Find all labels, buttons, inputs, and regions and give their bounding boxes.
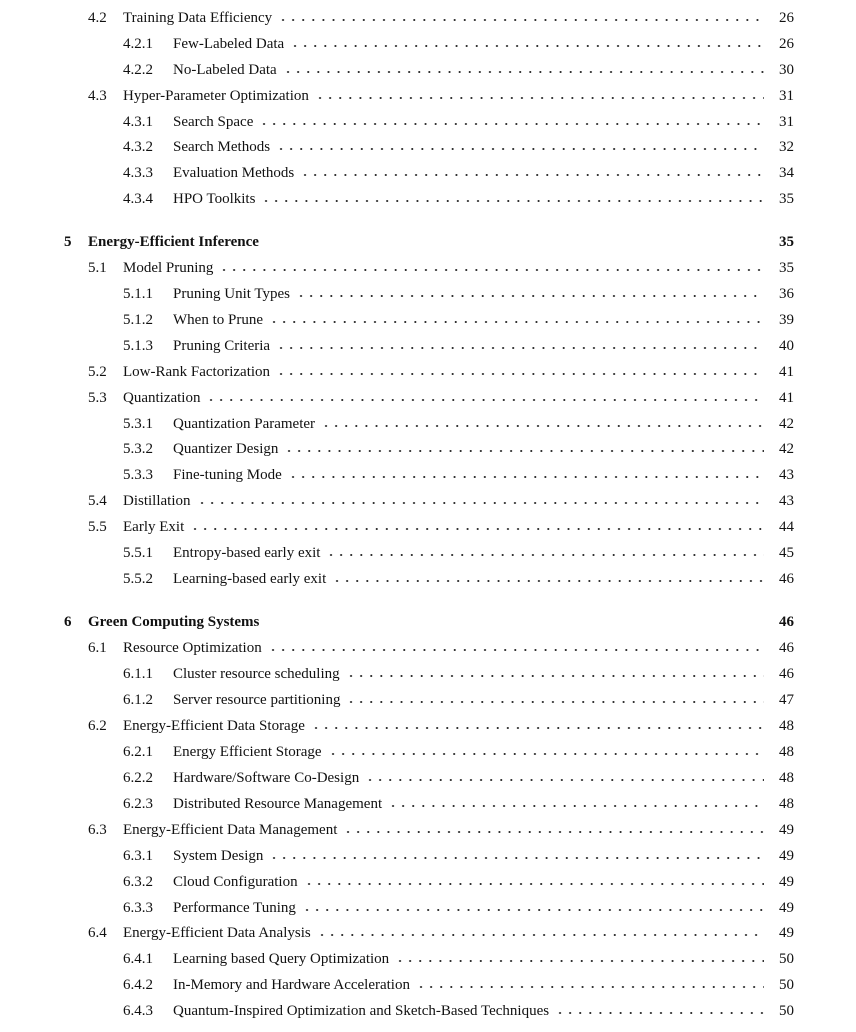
toc-entry-page-number[interactable]: 41 <box>775 388 794 408</box>
toc-entry-title[interactable]: Few-Labeled Data <box>173 34 288 54</box>
toc-subsection-entry[interactable] <box>0 284 856 304</box>
dot-leader <box>319 414 764 434</box>
toc-entry-title[interactable]: Energy-Efficient Data Management <box>123 820 341 840</box>
toc-entry-page-number[interactable]: 43 <box>775 491 794 511</box>
toc-entry-title[interactable]: HPO Toolkits <box>173 189 259 209</box>
toc-entry-page-number[interactable]: 50 <box>775 975 794 995</box>
toc-entry-page-number[interactable]: 46 <box>775 569 794 589</box>
toc-entry-title[interactable]: Hardware/Software Co-Design <box>173 768 363 788</box>
toc-entry-number: 4.3.2 <box>123 139 153 155</box>
toc-entry-number: 5.3 <box>88 390 107 406</box>
toc-subsection-entry[interactable] <box>0 975 856 995</box>
toc-entry-page-number[interactable]: 35 <box>775 189 794 209</box>
toc-entry-page-number[interactable]: 45 <box>775 543 794 563</box>
toc-entry-number: 6.4.3 <box>123 1003 153 1019</box>
dot-leader <box>393 949 764 969</box>
toc-entry-title[interactable]: Hyper-Parameter Optimization <box>123 86 313 106</box>
toc-entry-title[interactable]: Quantum-Inspired Optimization and Sketch-Based Techniques <box>173 1001 553 1021</box>
toc-entry-title[interactable]: Performance Tuning <box>173 898 300 918</box>
toc-subsection-entry[interactable] <box>0 60 856 80</box>
dot-leader <box>553 1001 764 1021</box>
toc-subsection-entry[interactable] <box>0 414 856 434</box>
toc-section-entry[interactable] <box>0 517 856 537</box>
toc-entry-title[interactable]: Distillation <box>123 491 195 511</box>
toc-entry-page-number[interactable]: 43 <box>775 465 794 485</box>
toc-entry-page-number[interactable]: 46 <box>775 612 794 632</box>
toc-entry-title[interactable]: Energy-Efficient Data Storage <box>123 716 309 736</box>
toc-subsection-entry[interactable] <box>0 112 856 132</box>
toc-subsection-entry[interactable] <box>0 690 856 710</box>
toc-subsection-entry[interactable] <box>0 189 856 209</box>
toc-entry-page-number[interactable]: 48 <box>775 716 794 736</box>
toc-entry-page-number[interactable]: 35 <box>775 258 794 278</box>
toc-subsection-entry[interactable] <box>0 898 856 918</box>
toc-entry-title[interactable]: Learning based Query Optimization <box>173 949 393 969</box>
toc-entry-number: 5.4 <box>88 493 107 509</box>
toc-entry-number: 4.2.1 <box>123 36 153 52</box>
toc-entry-title[interactable]: Distributed Resource Management <box>173 794 386 814</box>
toc-entry-page-number[interactable]: 34 <box>775 163 794 183</box>
toc-entry-title[interactable]: Energy-Efficient Inference <box>88 232 263 252</box>
dot-leader <box>195 491 764 511</box>
toc-entry-page-number[interactable]: 40 <box>775 336 794 356</box>
toc-entry-page-number[interactable]: 31 <box>775 112 794 132</box>
toc-entry-number: 4.3.3 <box>123 165 153 181</box>
toc-section-entry[interactable] <box>0 716 856 736</box>
dot-leader <box>257 112 764 132</box>
toc-entry-number: 5.5 <box>88 519 107 535</box>
toc-entry-number: 4.3.1 <box>123 114 153 130</box>
toc-section-entry[interactable] <box>0 388 856 408</box>
toc-subsection-entry[interactable] <box>0 465 856 485</box>
toc-entry-title[interactable]: Low-Rank Factorization <box>123 362 274 382</box>
toc-subsection-entry[interactable] <box>0 768 856 788</box>
toc-entry-number: 6.1.2 <box>123 692 153 708</box>
toc-entry-title[interactable]: Learning-based early exit <box>173 569 330 589</box>
dot-leader <box>274 137 764 157</box>
toc-section-entry[interactable] <box>0 86 856 106</box>
dot-leader <box>267 846 764 866</box>
dot-leader <box>274 362 764 382</box>
toc-entry-page-number[interactable]: 50 <box>775 1001 794 1021</box>
dot-leader <box>326 742 764 762</box>
dot-leader <box>288 34 764 54</box>
toc-entry-number: 6.4.1 <box>123 951 153 967</box>
toc-entry-title[interactable]: When to Prune <box>173 310 267 330</box>
toc-subsection-entry[interactable] <box>0 569 856 589</box>
dot-leader <box>315 923 764 943</box>
toc-entry-title[interactable]: Cloud Configuration <box>173 872 302 892</box>
toc-section-entry[interactable] <box>0 923 856 943</box>
toc-entry-number: 6.1 <box>88 640 107 656</box>
toc-subsection-entry[interactable] <box>0 949 856 969</box>
dot-leader <box>363 768 764 788</box>
dot-leader <box>300 898 764 918</box>
toc-subsection-entry[interactable] <box>0 1001 856 1021</box>
toc-section-entry[interactable] <box>0 491 856 511</box>
dot-leader <box>341 820 764 840</box>
toc-entry-page-number[interactable]: 48 <box>775 794 794 814</box>
toc-entry-number: 6.2.3 <box>123 796 153 812</box>
toc-entry-title[interactable]: Search Space <box>173 112 257 132</box>
dot-leader <box>274 336 764 356</box>
toc-entry-page-number[interactable]: 39 <box>775 310 794 330</box>
toc-entry-page-number[interactable]: 44 <box>775 517 794 537</box>
toc-subsection-entry[interactable] <box>0 846 856 866</box>
toc-entry-number: 6.4.2 <box>123 977 153 993</box>
toc-entry-page-number[interactable]: 41 <box>775 362 794 382</box>
dot-leader <box>298 163 764 183</box>
dot-leader <box>344 690 764 710</box>
toc-entry-number: 6.1.1 <box>123 666 153 682</box>
toc-entry-page-number[interactable]: 35 <box>775 232 794 252</box>
toc-entry-number: 6.2 <box>88 718 107 734</box>
dot-leader <box>217 258 764 278</box>
toc-subsection-entry[interactable] <box>0 163 856 183</box>
dot-leader <box>386 794 764 814</box>
dot-leader <box>330 569 764 589</box>
toc-entry-title[interactable]: Early Exit <box>123 517 188 537</box>
toc-entry-title[interactable]: Entropy-based early exit <box>173 543 324 563</box>
toc-entry-number: 5.3.2 <box>123 441 153 457</box>
toc-section-entry[interactable] <box>0 362 856 382</box>
dot-leader <box>313 86 764 106</box>
toc-entry-number: 6.2.2 <box>123 770 153 786</box>
toc-entry-title[interactable]: Quantization Parameter <box>173 414 319 434</box>
dot-leader <box>344 664 764 684</box>
toc-chapter-entry[interactable] <box>0 612 856 632</box>
toc-entry-number: 5.1.2 <box>123 312 153 328</box>
toc-entry-title[interactable]: Quantizer Design <box>173 439 282 459</box>
toc-entry-number: 6.3.3 <box>123 900 153 916</box>
toc-entry-page-number[interactable]: 30 <box>775 60 794 80</box>
dot-leader <box>267 310 764 330</box>
toc-entry-title[interactable]: Cluster resource scheduling <box>173 664 344 684</box>
toc-entry-number: 5.2 <box>88 364 107 380</box>
dot-leader <box>302 872 764 892</box>
toc-entry-title[interactable]: Evaluation Methods <box>173 163 298 183</box>
toc-entry-page-number[interactable]: 47 <box>775 690 794 710</box>
toc-entry-title[interactable]: Server resource partitioning <box>173 690 344 710</box>
toc-section-entry[interactable] <box>0 820 856 840</box>
toc-entry-page-number[interactable]: 49 <box>775 846 794 866</box>
toc-entry-title[interactable]: Resource Optimization <box>123 638 266 658</box>
toc-subsection-entry[interactable] <box>0 872 856 892</box>
toc-entry-title[interactable]: Quantization <box>123 388 204 408</box>
dot-leader <box>281 60 764 80</box>
toc-subsection-entry[interactable] <box>0 794 856 814</box>
dot-leader <box>188 517 764 537</box>
toc-entry-title[interactable]: System Design <box>173 846 267 866</box>
toc-entry-page-number[interactable]: 42 <box>775 414 794 434</box>
dot-leader <box>286 465 764 485</box>
toc-entry-number: 5.1.1 <box>123 286 153 302</box>
dot-leader <box>266 638 764 658</box>
toc-entry-page-number[interactable]: 42 <box>775 439 794 459</box>
toc-entry-page-number[interactable]: 26 <box>775 8 794 28</box>
toc-entry-number: 6.4 <box>88 925 107 941</box>
toc-entry-page-number[interactable]: 49 <box>775 820 794 840</box>
toc-entry-title[interactable]: Pruning Criteria <box>173 336 274 356</box>
toc-entry-page-number[interactable]: 46 <box>775 664 794 684</box>
toc-subsection-entry[interactable] <box>0 336 856 356</box>
toc-entry-page-number[interactable]: 48 <box>775 768 794 788</box>
toc-entry-page-number[interactable]: 50 <box>775 949 794 969</box>
dot-leader <box>204 388 764 408</box>
toc-subsection-entry[interactable] <box>0 664 856 684</box>
toc-entry-title[interactable]: Model Pruning <box>123 258 217 278</box>
toc-entry-number: 4.2.2 <box>123 62 153 78</box>
toc-entry-number: 6.2.1 <box>123 744 153 760</box>
toc-entry-title[interactable]: Search Methods <box>173 137 274 157</box>
toc-subsection-entry[interactable] <box>0 742 856 762</box>
toc-entry-number: 5.3.3 <box>123 467 153 483</box>
dot-leader <box>276 8 764 28</box>
toc-entry-number: 4.2 <box>88 10 107 26</box>
toc-entry-title[interactable]: Pruning Unit Types <box>173 284 294 304</box>
toc-chapter-entry[interactable] <box>0 232 856 252</box>
toc-entry-title[interactable]: Training Data Efficiency <box>123 8 276 28</box>
toc-entry-page-number[interactable]: 49 <box>775 898 794 918</box>
dot-leader <box>294 284 764 304</box>
toc-section-entry[interactable] <box>0 638 856 658</box>
toc-subsection-entry[interactable] <box>0 310 856 330</box>
toc-entry-number: 6 <box>64 614 72 630</box>
toc-entry-title[interactable]: Energy-Efficient Data Analysis <box>123 923 315 943</box>
dot-leader <box>282 439 764 459</box>
toc-entry-title[interactable]: Fine-tuning Mode <box>173 465 286 485</box>
toc-entry-number: 5 <box>64 234 72 250</box>
toc-entry-page-number[interactable]: 31 <box>775 86 794 106</box>
toc-entry-page-number[interactable]: 49 <box>775 872 794 892</box>
toc-entry-title[interactable]: In-Memory and Hardware Acceleration <box>173 975 414 995</box>
dot-leader <box>309 716 764 736</box>
toc-subsection-entry[interactable] <box>0 543 856 563</box>
dot-leader <box>414 975 764 995</box>
toc-entry-title[interactable]: Energy Efficient Storage <box>173 742 326 762</box>
toc-subsection-entry[interactable] <box>0 439 856 459</box>
toc-entry-page-number[interactable]: 46 <box>775 638 794 658</box>
toc-entry-number: 6.3 <box>88 822 107 838</box>
toc-entry-title[interactable]: Green Computing Systems <box>88 612 263 632</box>
toc-entry-number: 5.3.1 <box>123 416 153 432</box>
toc-entry-title[interactable]: No-Labeled Data <box>173 60 281 80</box>
toc-entry-page-number[interactable]: 48 <box>775 742 794 762</box>
dot-leader <box>259 189 764 209</box>
toc-entry-number: 4.3.4 <box>123 191 153 207</box>
toc-section-entry[interactable] <box>0 8 856 28</box>
toc-section-entry[interactable] <box>0 258 856 278</box>
toc-subsection-entry[interactable] <box>0 34 856 54</box>
toc-entry-page-number[interactable]: 32 <box>775 137 794 157</box>
toc-entry-page-number[interactable]: 49 <box>775 923 794 943</box>
toc-entry-number: 6.3.2 <box>123 874 153 890</box>
toc-entry-page-number[interactable]: 26 <box>775 34 794 54</box>
dot-leader <box>324 543 764 563</box>
toc-entry-number: 5.5.2 <box>123 571 153 587</box>
toc-entry-number: 5.1 <box>88 260 107 276</box>
toc-entry-number: 5.1.3 <box>123 338 153 354</box>
toc-entry-number: 6.3.1 <box>123 848 153 864</box>
toc-entry-number: 4.3 <box>88 88 107 104</box>
toc-subsection-entry[interactable] <box>0 137 856 157</box>
toc-entry-page-number[interactable]: 36 <box>775 284 794 304</box>
toc-entry-number: 5.5.1 <box>123 545 153 561</box>
